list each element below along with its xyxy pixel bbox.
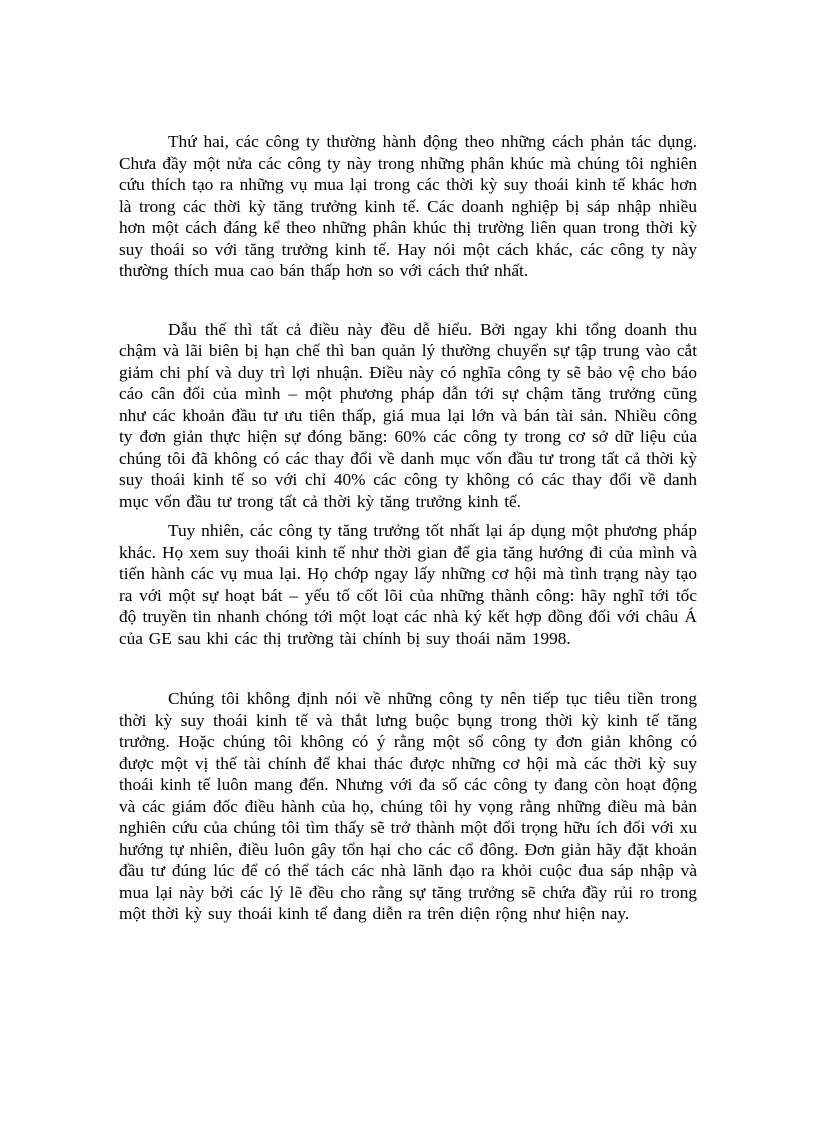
paragraph-2: Dẫu thế thì tất cả điều này đều dễ hiểu. Bởi ngay khi tổng doanh thu chậm và lãi biên bị hạn chế thì ban quản lý thường chuyển sự tập trung vào cắt giảm chi phí và duy trì lợi nhuận. Điều này có nghĩa công ty sẽ bảo vệ cho báo cáo cân đối của mình – một phương pháp dẫn tới sự chậm tăng trưởng cũng như các khoản đầu tư ưu tiên thấp, giá mua lại lớn và bán tài sản. Nhiều công ty đơn giản thực hiện sự đóng băng: 60% các công ty trong cơ sở dữ liệu của chúng tôi đã không có các thay đổi về danh mục vốn đầu tư trong tất cả thời kỳ suy thoái kinh tế so với chỉ 40% các công ty không có các thay đổi về danh mục vốn đầu tư trong tất cả thời kỳ tăng trưởng kinh tế. bbox=[119, 319, 697, 511]
paragraph-4: Chúng tôi không định nói về những công ty nên tiếp tục tiêu tiền trong thời kỳ suy thoái kinh tế và thắt lưng buộc bụng trong thời kỳ kinh tế tăng trưởng. Hoặc chúng tôi không có ý rằng một số công ty đơn giản không có được một vị thế tài chính để khai thác được những cơ hội mà các thời kỳ suy thoái kinh tế luôn mang đến. Nhưng với đa số các công ty đang còn hoạt động và các giám đốc điều hành của họ, chúng tôi hy vọng rằng những điều mà bản nghiên cứu của chúng tôi tìm thấy sẽ trở thành một đối trọng hữu ích đối với xu hướng tự nhiên, điều luôn gây tổn hại cho các cổ đông. Đơn giản hãy đặt khoản đầu tư đúng lúc để có thể tách các nhà lãnh đạo ra khỏi cuộc đua sáp nhập và mua lại này bởi các lý lẽ đều cho rằng sự tăng trưởng sẽ chứa đầy rủi ro trong một thời kỳ suy thoái kinh tế đang diễn ra trên diện rộng như hiện nay. bbox=[119, 689, 697, 923]
page-text-block bbox=[119, 131, 697, 925]
paragraph-1: Thứ hai, các công ty thường hành động theo những cách phản tác dụng. Chưa đầy một nửa các công ty này trong những phân khúc mà chúng tôi nghiên cứu thích tạo ra những vụ mua lại trong các thời kỳ suy thoái kinh tế khác hơn là trong các thời kỳ tăng trưởng kinh tế. Các doanh nghiệp bị sáp nhập nhiều hơn một cách đáng kể theo những phân khúc thị trường liên quan trong thời kỳ suy thoái so với tăng trưởng kinh tế. Hay nói một cách khác, các công ty này thường thích mua cao bán thấp hơn so với cách thứ nhất. bbox=[119, 132, 697, 280]
paragraph-3: Tuy nhiên, các công ty tăng trưởng tốt nhất lại áp dụng một phương pháp khác. Họ xem suy thoái kinh tế như thời gian để gia tăng hướng đi của mình và tiến hành các vụ mua lại. Họ chớp ngay lấy những cơ hội mà tình trạng này tạo ra với một sự hoạt bát – yếu tố cốt lõi của những thành công: hãy nghĩ tới tốc độ truyền tin nhanh chóng tới một loạt các nhà ký kết hợp đồng đối với châu Á của GE sau khi các thị trường tài chính bị suy thoái năm 1998. bbox=[119, 521, 697, 648]
